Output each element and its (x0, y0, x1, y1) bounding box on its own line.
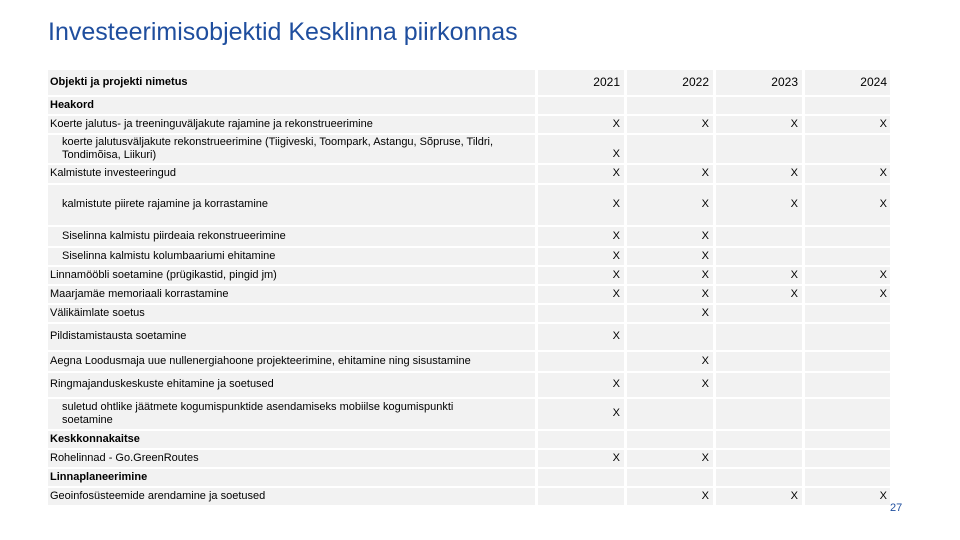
header-year: 2024 (860, 75, 887, 90)
header-cell-2022 (627, 70, 713, 95)
mark-cell (538, 469, 624, 486)
mark: X (701, 229, 709, 242)
table-row (48, 305, 890, 322)
mark-cell (716, 135, 802, 163)
table-row (48, 165, 890, 183)
table-row (48, 116, 890, 133)
row-label-cell (48, 165, 535, 183)
mark: X (790, 287, 798, 300)
table-row (48, 185, 890, 225)
table-row (48, 324, 890, 350)
row-label: Välikäimlate soetus (50, 306, 145, 319)
row-label-cell (48, 116, 535, 133)
table-row (48, 97, 890, 114)
mark-cell (805, 373, 890, 397)
mark-cell (627, 227, 713, 246)
mark-cell (716, 185, 802, 225)
row-label: kalmistute piirete rajamine ja korrastamine (62, 198, 269, 211)
mark-cell (627, 116, 713, 133)
mark-cell (538, 488, 624, 505)
row-label-cell (48, 399, 535, 429)
mark: X (701, 451, 709, 464)
mark-cell (805, 324, 890, 350)
header-cell-2023 (716, 70, 802, 95)
mark-cell (627, 469, 713, 486)
mark-cell (627, 97, 713, 114)
row-label-cell (48, 305, 535, 322)
mark: X (701, 306, 709, 319)
header-cell-name (48, 70, 535, 95)
row-label-cell (48, 324, 535, 350)
table-row (48, 227, 890, 246)
mark-cell (716, 488, 802, 505)
mark-cell (805, 135, 890, 163)
mark-cell (538, 227, 624, 246)
row-label: Linnamööbli soetamine (prügikastid, pingid jm) (50, 268, 277, 281)
mark-cell (716, 286, 802, 303)
mark: X (701, 249, 709, 262)
mark-cell (538, 431, 624, 448)
mark-cell (538, 135, 624, 163)
mark: X (790, 489, 798, 502)
row-label-cell (48, 373, 535, 397)
row-label: Siselinna kalmistu piirdeaia rekonstrueerimine (62, 229, 286, 242)
header-cell-2021 (538, 70, 624, 95)
mark: X (612, 167, 620, 180)
table-row (48, 135, 890, 163)
table-row (48, 286, 890, 303)
mark-cell (538, 248, 624, 265)
mark: X (701, 167, 709, 180)
mark-cell (627, 431, 713, 448)
row-label: koerte jalutusväljakute rekonstrueerimine (Tiigiveski, Toompark, Astangu, Sõpruse, Tildri, Tondimõisa, Liikuri) (62, 135, 494, 161)
mark: X (612, 330, 620, 343)
mark-cell (627, 286, 713, 303)
row-label-cell (48, 352, 535, 371)
mark-cell (805, 352, 890, 371)
mark-cell (805, 248, 890, 265)
mark: X (879, 198, 887, 211)
mark-cell (716, 267, 802, 284)
mark: X (879, 268, 887, 281)
row-label-cell (48, 248, 535, 265)
table-row (48, 373, 890, 397)
row-label-cell (48, 488, 535, 505)
mark: X (612, 287, 620, 300)
section-title: Keskkonnakaitse (50, 432, 140, 445)
row-label-cell (48, 135, 535, 163)
mark-cell (716, 469, 802, 486)
mark-cell (627, 352, 713, 371)
mark-cell (538, 373, 624, 397)
row-label-cell (48, 267, 535, 284)
header-cell-2024 (805, 70, 890, 95)
mark-cell (627, 267, 713, 284)
mark-cell (538, 97, 624, 114)
mark-cell (805, 116, 890, 133)
mark: X (701, 378, 709, 391)
mark-cell (627, 135, 713, 163)
mark: X (612, 378, 620, 391)
mark-cell (538, 185, 624, 225)
header-year: 2021 (593, 75, 620, 90)
mark-cell (805, 286, 890, 303)
mark-cell (716, 165, 802, 183)
mark-cell (716, 399, 802, 429)
mark-cell (716, 450, 802, 467)
mark-cell (627, 185, 713, 225)
mark-cell (805, 469, 890, 486)
mark: X (879, 287, 887, 300)
mark-cell (538, 165, 624, 183)
mark: X (612, 249, 620, 262)
page-title: Investeerimisobjektid Kesklinna piirkonnas (48, 18, 518, 46)
mark-cell (716, 324, 802, 350)
table-row (48, 267, 890, 284)
mark: X (612, 229, 620, 242)
row-label-cell (48, 185, 535, 225)
row-label-cell (48, 286, 535, 303)
mark-cell (627, 165, 713, 183)
row-label-cell (48, 227, 535, 246)
mark-cell (627, 305, 713, 322)
mark: X (612, 198, 620, 211)
mark: X (612, 451, 620, 464)
mark: X (701, 268, 709, 281)
mark-cell (805, 431, 890, 448)
row-label: Ringmajanduskeskuste ehitamine ja soetused (50, 378, 274, 391)
mark-cell (538, 324, 624, 350)
header-name: Objekti ja projekti nimetus (50, 75, 188, 88)
mark-cell (805, 305, 890, 322)
header-year: 2023 (771, 75, 798, 90)
mark-cell (627, 399, 713, 429)
page-number: 27 (890, 502, 903, 514)
mark-cell (538, 116, 624, 133)
mark-cell (805, 450, 890, 467)
mark-cell (627, 248, 713, 265)
mark-cell (627, 450, 713, 467)
row-label: Siselinna kalmistu kolumbaariumi ehitamine (62, 249, 276, 262)
mark-cell (538, 286, 624, 303)
row-label-cell (48, 97, 535, 114)
table-row (48, 469, 890, 486)
mark-cell (538, 399, 624, 429)
row-label: Maarjamäe memoriaali korrastamine (50, 287, 229, 300)
mark: X (612, 268, 620, 281)
row-label: Koerte jalutus- ja treeninguväljakute rajamine ja rekonstrueerimine (50, 117, 373, 130)
section-title: Heakord (50, 98, 95, 111)
mark: X (612, 407, 620, 420)
mark-cell (716, 227, 802, 246)
mark: X (701, 117, 709, 130)
mark-cell (716, 248, 802, 265)
mark-cell (627, 324, 713, 350)
mark: X (790, 117, 798, 130)
mark-cell (716, 352, 802, 371)
mark-cell (538, 305, 624, 322)
mark: X (790, 268, 798, 281)
mark: X (612, 147, 620, 160)
mark: X (879, 167, 887, 180)
mark-cell (627, 373, 713, 397)
mark-cell (627, 488, 713, 505)
section-title: Linnaplaneerimine (50, 470, 148, 483)
row-label: Kalmistute investeeringud (50, 167, 176, 180)
row-label-cell (48, 431, 535, 448)
mark: X (701, 354, 709, 367)
table-header (48, 70, 890, 95)
mark-cell (716, 97, 802, 114)
mark-cell (538, 352, 624, 371)
mark-cell (805, 227, 890, 246)
row-label: Aegna Loodusmaja uue nullenergiahoone projekteerimine, ehitamine ning sisustamine (50, 354, 471, 367)
header-year: 2022 (682, 75, 709, 90)
mark-cell (805, 97, 890, 114)
table-row (48, 488, 890, 505)
mark-cell (716, 116, 802, 133)
mark: X (612, 117, 620, 130)
mark: X (790, 167, 798, 180)
table-row (48, 431, 890, 448)
mark: X (701, 198, 709, 211)
mark-cell (716, 305, 802, 322)
mark-cell (538, 267, 624, 284)
mark: X (701, 489, 709, 502)
table-row (48, 450, 890, 467)
mark-cell (805, 399, 890, 429)
mark-cell (805, 488, 890, 505)
mark: X (879, 489, 887, 502)
mark-cell (716, 373, 802, 397)
row-label-cell (48, 469, 535, 486)
table-row (48, 352, 890, 371)
row-label: Geoinfosüsteemide arendamine ja soetused (50, 489, 266, 502)
table-row (48, 399, 890, 429)
mark-cell (805, 185, 890, 225)
table-row (48, 248, 890, 265)
mark: X (879, 117, 887, 130)
row-label-cell (48, 450, 535, 467)
mark: X (790, 198, 798, 211)
mark-cell (716, 431, 802, 448)
mark-cell (805, 267, 890, 284)
row-label: Rohelinnad - Go.GreenRoutes (50, 451, 199, 464)
mark-cell (805, 165, 890, 183)
row-label: suletud ohtlike jäätmete kogumispunktide asendamiseks mobiilse kogumispunkti soetamine (62, 400, 454, 426)
mark-cell (538, 450, 624, 467)
mark: X (701, 287, 709, 300)
row-label: Pildistamistausta soetamine (50, 330, 187, 343)
